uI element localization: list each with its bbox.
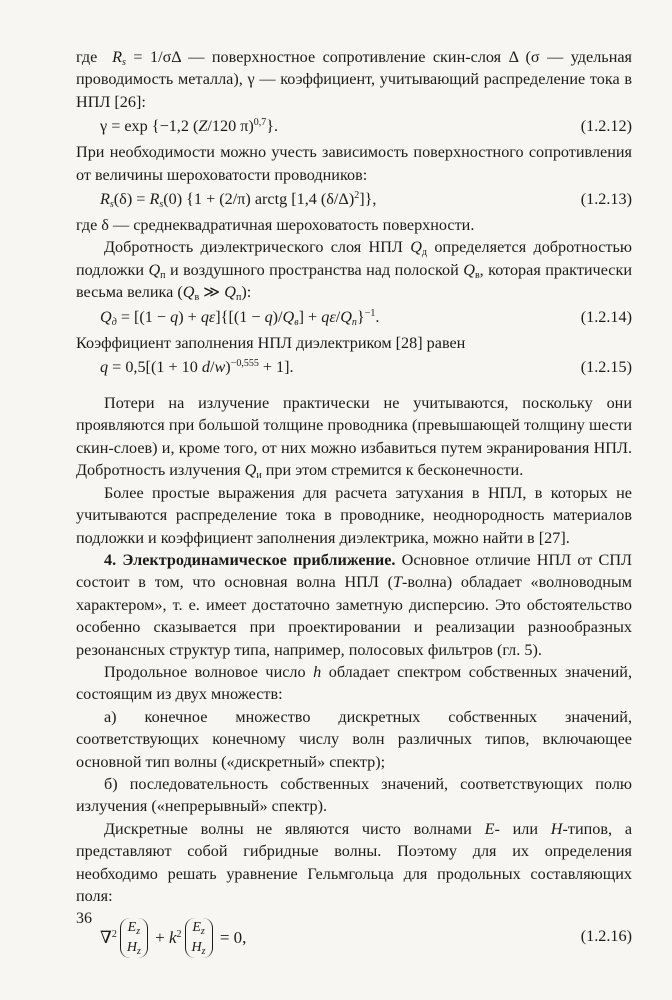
paragraph-5: Коэффициент заполнения НПЛ диэлектриком [28] равен	[76, 333, 466, 352]
page-body	[76, 46, 632, 963]
field-vector: $E_z$ $H_z$	[185, 918, 213, 958]
equation-number: (1.2.16)	[580, 927, 632, 946]
equation-formula: γ = exp {−1,2 (Z/120 π)$^{0,7}$}.	[100, 117, 279, 136]
equation-formula: q = 0,5[(1 + 10 d/w)$^{-0,555}$ + 1].	[100, 358, 294, 377]
field-vector: $E_z$ $H_z$	[120, 918, 148, 958]
page-number: 36	[76, 910, 92, 927]
paragraph-6: Потери на излучение практически не учитываются, поскольку они проявляются при большой толщине проводника (превышающей толщину шести скин-слоев) и, кроме того, от них можно избавиться путем экранирования НПЛ. Добротность излучения $Q_и$ при этом стремится к бесконечности.	[76, 394, 632, 482]
equation-formula: $R_s(\delta) = R_s(0) \{1 + (2/\pi)$ arctg [1,4 $(\delta/\Delta)^2$]},	[100, 190, 377, 211]
paragraph-2: При необходимости можно учесть зависимость поверхностного сопротивления от величины шероховатости проводников:	[76, 143, 632, 184]
paragraph-9: Продольное волновое число h обладает спектром собственных значений, состоящим из двух множеств:	[76, 662, 632, 704]
paragraph-3: где δ — среднеквадратичная шероховатость поверхности.	[76, 216, 475, 235]
equation-formula: ∇$^2$ $E_z$ $H_z$ + $k^2$ $E_z$ $H_z$ = 0,	[100, 920, 247, 958]
equation-number: (1.2.12)	[580, 117, 632, 136]
spacer	[76, 382, 632, 392]
paragraph-4: Добротность диэлектрического слоя НПЛ $Q_д$ определяется добротностью подложки $Q_п$ и воздушного пространства над полоской $Q_в$, которая практически весьма велика ($Q_в$ ≫ $Q_п$):	[76, 238, 632, 304]
paragraph-12: Дискретные волны не являются чисто волнами E- или H-типов, а представляют собой гибридные волны. Поэтому для их определения необходимо решать уравнение Гельмгольца для продольных составляющих поля:	[76, 819, 633, 905]
paragraph-8: 4. Электродинамическое приближение. Основное отличие НПЛ от СПЛ состоит в том, что основная волна НПЛ (T-волна) обладает «волноводным характером», т. е. имеет достаточно заметную дисперсию. Это обстоятельство особенно сказывается при проектировании и реализации разнообразных резонансных структур типа, например, полосовых фильтров (гл. 5).	[76, 550, 632, 659]
paragraph-11: б) последовательность собственных значений, соответствующих полю излучения («непрерывный» спектр).	[76, 774, 632, 816]
equation-number: (1.2.13)	[580, 190, 632, 209]
paragraph-10: а) конечное множество дискретных собственных значений, соответствующих конечному числу волн различных типов, включающее основной тип волны («дискретный» спектр);	[76, 707, 632, 771]
equation-3	[76, 305, 632, 329]
equation-number: (1.2.14)	[580, 307, 632, 326]
paragraph-1: где $R_s = 1/\sigma\Delta$ — поверхностное сопротивление скин-слоя Δ (σ — удельная проводимость металла), γ — коэффициент, учитывающий распределение тока в НПЛ [26]:	[76, 48, 632, 111]
equation-formula: $Q_д = [(1 - q) + q\varepsilon]\{[(1 - q)/Q_в] + q\varepsilon/Q_п\}^{-1}$.	[100, 307, 380, 328]
equation-1	[76, 114, 632, 138]
equation-4	[76, 355, 632, 379]
paragraph-7: Более простые выражения для расчета затухания в НПЛ, в которых не учитываются распределение тока в проводнике, неоднородность материалов подложки и коэффициент заполнения диэлектрика, можно найти в [27].	[76, 483, 632, 547]
equation-2	[76, 187, 632, 211]
helmholtz-equation	[76, 913, 632, 963]
equation-number: (1.2.15)	[580, 358, 632, 377]
